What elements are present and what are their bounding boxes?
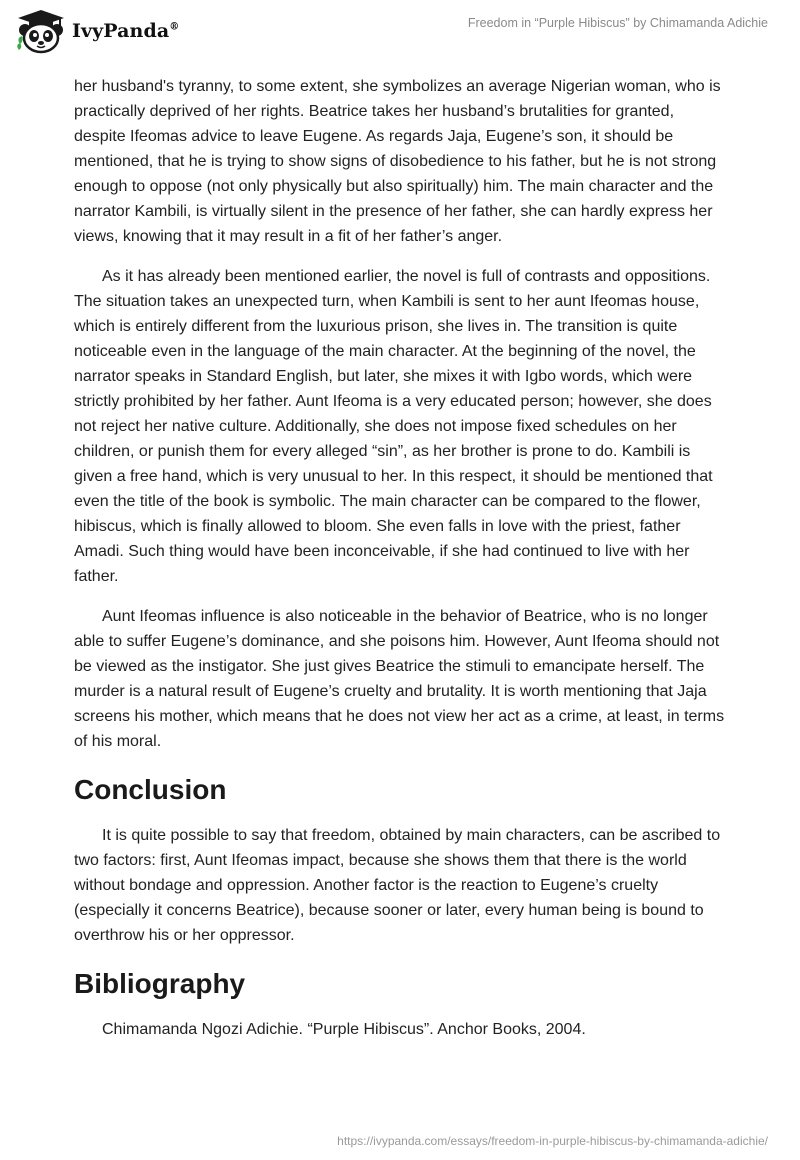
conclusion-paragraph: It is quite possible to say that freedom, obtained by main characters, can be ascribed to two factors: first, Aunt Ifeomas impact, because she shows them that there is the world without bondage and oppression. Another factor is the reaction to Eugene’s cruelty (especially it concerns Beatrice), because sooner or later, every human being is bound to overthrow his or her oppressor. bbox=[74, 827, 721, 944]
bibliography-entry: Chimamanda Ngozi Adichie. “Purple Hibiscus”. Anchor Books, 2004. bbox=[102, 1021, 586, 1038]
essay-header-title: Freedom in “Purple Hibiscus” by Chimamanda Adichie bbox=[467, 16, 768, 30]
panda-graduate-icon bbox=[14, 8, 68, 54]
registered-mark: ® bbox=[169, 21, 180, 33]
conclusion-heading: Conclusion bbox=[74, 774, 227, 805]
source-url-link[interactable]: https://ivypanda.com/essays/freedom-in-purple-hibiscus-by-chimamanda-adichie/ bbox=[337, 1134, 768, 1148]
essay-content bbox=[74, 74, 726, 1057]
bibliography-heading: Bibliography bbox=[74, 968, 246, 999]
body-paragraph-1: her husband's tyranny, to some extent, she symbolizes an average Nigerian woman, who is practically deprived of her rights. Beatrice takes her husband’s brutalities for granted, despite Ifeomas advice to leave Eugene. As regards Jaja, Eugene’s son, it should be mentioned, that he is trying to show signs of disobedience to his father, but he is not strong enough to oppose (not only physically but also spiritually) him. The main character and the narrator Kambili, is virtually silent in the presence of her father, she can hardly express her views, knowing that it may result in a fit of her father’s anger. bbox=[74, 78, 721, 245]
ivypanda-logo[interactable] bbox=[14, 8, 179, 54]
page-header bbox=[0, 0, 800, 64]
body-paragraph-2: As it has already been mentioned earlier, the novel is full of contrasts and oppositions. The situation takes an unexpected turn, when Kambili is sent to her aunt Ifeomas house, which is entirely different from the luxurious prison, she lives in. The transition is quite noticeable even in the language of the main character. At the beginning of the novel, the narrator speaks in Standard English, but later, she mixes it with Igbo words, which were strictly prohibited by her father. Aunt Ifeoma is a very educated person; however, she does not reject her native culture. Additionally, she does not impose fixed schedules on her children, or punish them for every alleged “sin”, as her brother is prone to do. Kambili is given a free hand, which is very unusual to her. In this respect, it should be mentioned that even the title of the book is symbolic. The main character can be compared to the flower, hibiscus, which is finally allowed to bloom. She even falls in love with the priest, father Amadi. Such thing would have been inconceivable, if she had continued to live with her father. bbox=[74, 268, 713, 585]
logo-wordmark: IvyPanda® bbox=[72, 20, 180, 42]
body-paragraph-3: Aunt Ifeomas influence is also noticeable in the behavior of Beatrice, who is no longer able to suffer Eugene’s dominance, and she poisons him. However, Aunt Ifeoma should not be viewed as the instigator. She just gives Beatrice the stimuli to emancipate herself. The murder is a natural result of Eugene’s cruelty and brutality. It is worth mentioning that Jaja screens his mother, which means that he does not view her act as a crime, at least, in terms of his moral. bbox=[74, 608, 725, 750]
